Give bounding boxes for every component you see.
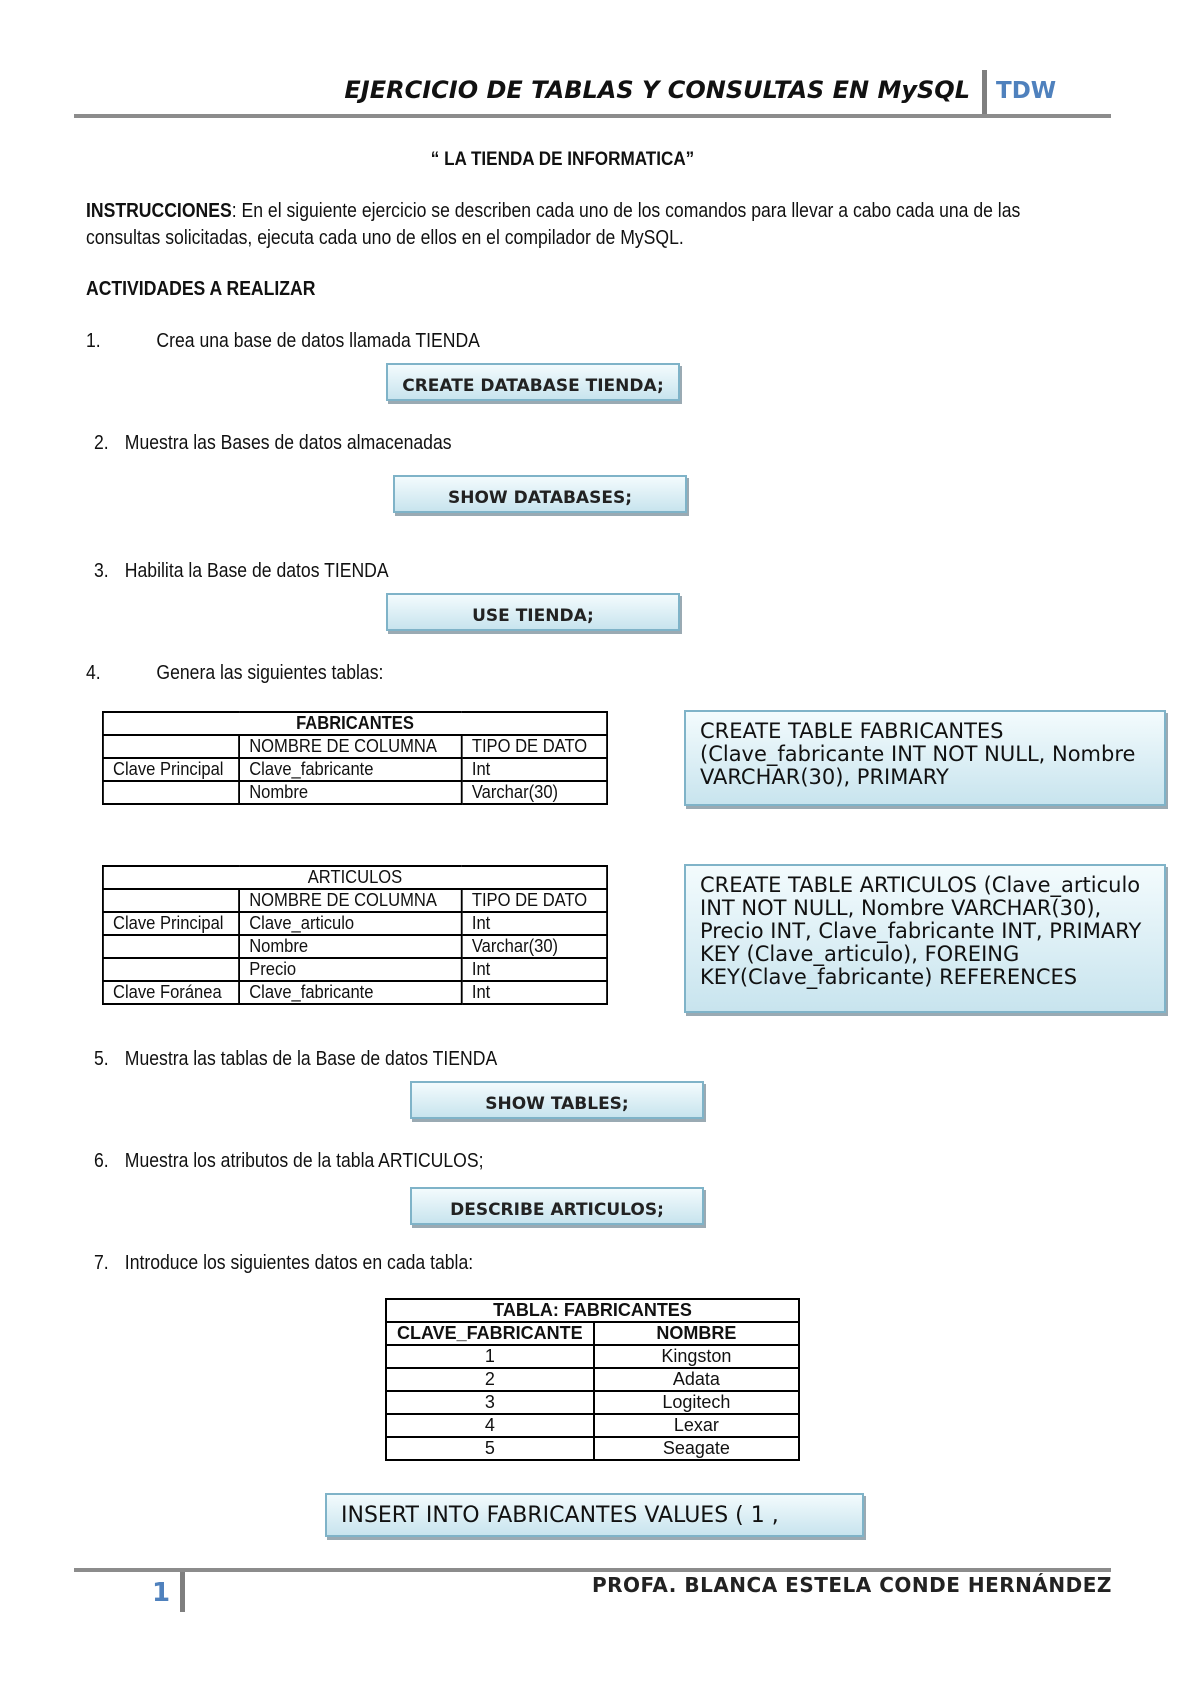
item-number: 6.: [94, 1150, 109, 1172]
item-text: Genera las siguientes tablas:: [156, 662, 384, 684]
table-cell: Int: [462, 958, 607, 981]
table-cell: Nombre: [239, 935, 462, 958]
table-row: [103, 781, 607, 804]
table-title: ARTICULOS: [103, 866, 607, 889]
table-cell: [103, 781, 239, 804]
table-row: [386, 1345, 799, 1368]
header-cell: CLAVE_FABRICANTE: [386, 1322, 594, 1345]
command-box: [325, 1493, 864, 1537]
item-number: 7.: [94, 1252, 109, 1274]
item-number: 3.: [94, 560, 109, 582]
table-cell: Int: [462, 912, 607, 935]
table-cell: Adata: [594, 1368, 799, 1391]
command-text: CREATE DATABASE TIENDA;: [402, 376, 664, 396]
table-cell: Clave Foránea: [103, 981, 239, 1004]
fabricantes-data-table: [385, 1298, 800, 1461]
footer-author: PROFA. BLANCA ESTELA CONDE HERNÁNDEZ: [592, 1573, 1112, 1597]
item-text: Habilita la Base de datos TIENDA: [124, 560, 389, 582]
table-row: [103, 981, 607, 1004]
document-title: “ LA TIENDA DE INFORMATICA”: [430, 149, 695, 170]
command-text: DESCRIBE ARTICULOS;: [450, 1200, 664, 1220]
table-cell: Clave Principal: [103, 912, 239, 935]
list-item: [86, 662, 383, 685]
table-cell: 5: [386, 1437, 594, 1460]
page-number: 1: [152, 1578, 171, 1608]
item-text: Introduce los siguientes datos en cada tabla:: [124, 1252, 474, 1274]
item-number: 1.: [86, 330, 101, 352]
header-tag: TDW: [996, 78, 1057, 104]
table-header-row: [103, 735, 607, 758]
item-text: Muestra los atributos de la tabla ARTICULOS;: [124, 1150, 484, 1172]
table-title: FABRICANTES: [103, 712, 607, 735]
table-cell: Clave Principal: [103, 758, 239, 781]
table-cell: Varchar(30): [462, 781, 607, 804]
instructions-text: : En el siguiente ejercicio se describen cada uno de los comandos para llevar a cabo cada una de las consultas solicitadas, ejecuta cada uno de ellos en el compilador de MySQL.: [86, 200, 1021, 249]
table-row: [103, 958, 607, 981]
table-cell: Nombre: [239, 781, 462, 804]
table-cell: Seagate: [594, 1437, 799, 1460]
table-cell: Clave_fabricante: [239, 981, 462, 1004]
table-cell: Varchar(30): [462, 935, 607, 958]
table-row: [103, 758, 607, 781]
table-cell: Lexar: [594, 1414, 799, 1437]
table-cell: [103, 935, 239, 958]
list-item: [94, 1150, 483, 1173]
command-text: INSERT INTO FABRICANTES VALUES ( 1 ,: [341, 1503, 779, 1528]
articulos-schema-table: [102, 865, 608, 1005]
table-header-row: [103, 889, 607, 912]
item-number: 2.: [94, 432, 109, 454]
instructions-label: INSTRUCCIONES: [86, 200, 232, 222]
table-cell: 3: [386, 1391, 594, 1414]
list-item: [94, 1252, 473, 1275]
command-box: [410, 1187, 704, 1225]
command-box: [684, 864, 1166, 1013]
table-cell: Precio: [239, 958, 462, 981]
table-header-row: [386, 1322, 799, 1345]
header-cell: NOMBRE: [594, 1322, 799, 1345]
table-cell: 1: [386, 1345, 594, 1368]
footer-separator: [180, 1572, 185, 1612]
item-text: Crea una base de datos llamada TIENDA: [156, 330, 480, 352]
table-cell: Int: [462, 758, 607, 781]
list-item: [94, 432, 452, 455]
header-cell: TIPO DE DATO: [462, 735, 607, 758]
command-text: SHOW TABLES;: [485, 1094, 629, 1114]
command-text: CREATE TABLE FABRICANTES (Clave_fabricante INT NOT NULL, Nombre VARCHAR(30), PRIMARY: [700, 719, 1136, 789]
command-text: SHOW DATABASES;: [448, 488, 632, 508]
table-cell: 2: [386, 1368, 594, 1391]
list-item: [86, 330, 480, 353]
table-cell: [103, 958, 239, 981]
command-box: [393, 475, 687, 513]
header-cell: [103, 889, 239, 912]
table-row: [386, 1437, 799, 1460]
header-cell: NOMBRE DE COLUMNA: [239, 735, 462, 758]
header-rule: [74, 114, 1111, 118]
item-text: Muestra las Bases de datos almacenadas: [124, 432, 452, 454]
section-heading: ACTIVIDADES A REALIZAR: [86, 278, 316, 300]
table-row: [103, 912, 607, 935]
header-title: EJERCICIO DE TABLAS Y CONSULTAS EN MySQL: [344, 76, 970, 104]
table-row: [103, 935, 607, 958]
command-box: [684, 710, 1166, 806]
table-cell: Kingston: [594, 1345, 799, 1368]
table-row: [386, 1414, 799, 1437]
fabricantes-schema-table: [102, 711, 608, 805]
table-cell: Int: [462, 981, 607, 1004]
table-cell: Clave_fabricante: [239, 758, 462, 781]
instructions-paragraph: [86, 198, 1098, 252]
footer-rule: [74, 1568, 1111, 1572]
table-cell: Clave_articulo: [239, 912, 462, 935]
table-cell: 4: [386, 1414, 594, 1437]
header-cell: NOMBRE DE COLUMNA: [239, 889, 462, 912]
command-box: [386, 363, 680, 401]
list-item: [94, 1048, 497, 1071]
command-text: USE TIENDA;: [472, 606, 594, 626]
header-cell: [103, 735, 239, 758]
item-number: 4.: [86, 662, 101, 684]
table-row: [386, 1368, 799, 1391]
command-box: [386, 593, 680, 631]
table-title: TABLA: FABRICANTES: [386, 1299, 799, 1322]
command-text: CREATE TABLE ARTICULOS (Clave_articulo INT NOT NULL, Nombre VARCHAR(30), Precio INT, Clave_fabricante INT, PRIMARY KEY (Clave_articulo), FOREING KEY(Clave_fabricante) REFERENCES: [700, 873, 1142, 989]
item-text: Muestra las tablas de la Base de datos TIENDA: [124, 1048, 498, 1070]
item-number: 5.: [94, 1048, 109, 1070]
header-separator: [982, 70, 987, 115]
list-item: [94, 560, 389, 583]
table-row: [386, 1391, 799, 1414]
header-cell: TIPO DE DATO: [462, 889, 607, 912]
table-cell: Logitech: [594, 1391, 799, 1414]
command-box: [410, 1081, 704, 1119]
